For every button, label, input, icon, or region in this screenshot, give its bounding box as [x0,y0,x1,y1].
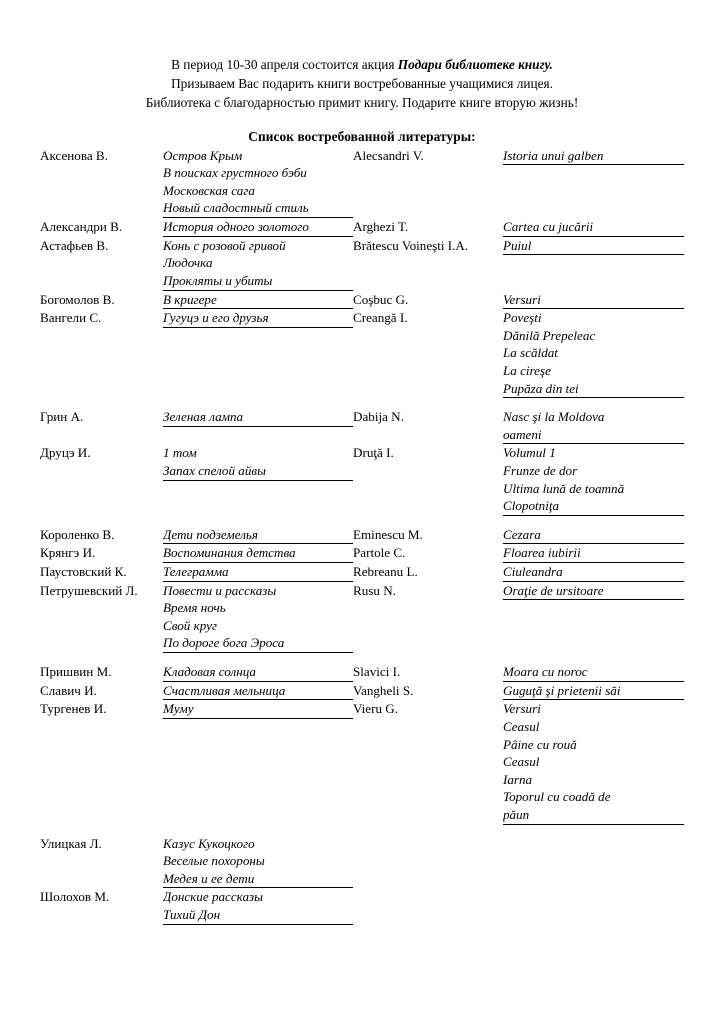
titles-ru-block [163,544,353,563]
title-line: Московская сага [163,182,255,198]
titles-ro-block [503,682,684,701]
row-spacer-cell [353,398,503,408]
title-line: Istoria unui galben [503,147,604,163]
title-line: Poveşti [503,310,542,326]
titles-ro [503,147,684,218]
titles-ro [503,563,684,582]
titles-ru-block [163,444,353,480]
titles-ro [503,582,684,653]
titles-ro [503,526,684,545]
titles-ru [163,835,353,889]
author-ro: Partole C. [353,545,406,561]
author-ru: Славич И. [40,682,97,698]
titles-ro-block [503,663,684,682]
author-ro: Dabija N. [353,409,404,425]
intro-line-2: Призываем Вас подарить книги востребованные учащимися лицея. [171,75,553,91]
titles-ro-block [503,309,684,398]
row-spacer-cell [353,516,503,526]
title-line: Дети подземелья [163,526,258,542]
table-row [40,408,684,444]
titles-ru-block [163,563,353,582]
table-row [40,218,684,237]
title-line: Тихий Дон [163,907,221,922]
title-line: Moara cu noroc [503,664,588,680]
title-line: Запах спелой айвы [163,462,266,478]
row-spacer-cell [163,653,353,663]
table-row [40,147,684,218]
row-spacer-cell [503,398,684,408]
title-line: Floarea iubirii [503,545,581,561]
title-line: Versuri [503,701,541,717]
list-title: Список востребованной литературы: [248,128,476,144]
titles-ro [503,700,684,824]
title-line: Людочка [163,255,213,271]
titles-ro-block [503,544,684,563]
title-line: Время ночь [163,600,226,616]
author-ro: Rusu N. [353,582,396,598]
titles-ru [163,237,353,291]
titles-ro [503,544,684,563]
author-ru: Тургенев И. [40,701,107,717]
titles-ru [163,218,353,237]
author-ro: Brătescu Voineşti I.A. [353,237,469,253]
title-line: История одного золотого [163,219,309,235]
author-ro [353,888,503,924]
author-ru: Друцэ И. [40,445,91,461]
titles-ru [163,444,353,515]
title-line: Зеленая лампа [163,409,244,425]
table-row [40,700,684,824]
titles-ro-block [503,408,684,444]
titles-ru [163,544,353,563]
title-line: Iarna [503,771,533,787]
titles-ru-block [163,835,353,889]
author-ru: Крянгэ И. [40,545,96,561]
title-line: Казус Кукоцкого [163,835,255,851]
title-line: Остров Крым [163,147,243,163]
row-spacer [40,825,684,835]
title-line: Ultima lună de toamnă [503,480,625,496]
author-ro: Vangheli S. [353,682,414,698]
literature-table [40,147,684,925]
row-spacer-cell [40,653,163,663]
row-spacer-cell [40,516,163,526]
table-row [40,309,684,398]
titles-ru [163,526,353,545]
titles-ro-block [503,291,684,310]
title-line: Clopotniţa [503,498,560,514]
intro-line-3: Библиотека с благодарностью примит книгу. Подарите книге вторую жизнь! [145,94,579,110]
author-ro: Creangă I. [353,310,408,326]
table-row [40,682,684,701]
author-ro: Vieru G. [353,701,399,717]
titles-ru-block [163,237,353,291]
table-row [40,663,684,682]
author-ro: Alecsandri V. [353,147,424,163]
title-line: По дороге бога Эроса [163,635,285,651]
titles-ru [163,663,353,682]
title-line: Guguţă şi prietenii săi [503,682,621,698]
titles-ru-block [163,663,353,682]
title-line: Новый сладостный стиль [163,200,309,216]
titles-ru [163,888,353,924]
author-ro: Coşbuc G. [353,291,409,307]
table-row [40,563,684,582]
titles-ro [503,408,684,444]
title-line: La cireşe [503,362,551,378]
titles-ro [503,444,684,515]
author-ru: Грин А. [40,409,84,425]
title-line: Frunze de dor [503,462,578,478]
table-row [40,526,684,545]
row-spacer-cell [163,398,353,408]
author-ru: Петрушевский Л. [40,582,138,598]
intro-line-1 [40,56,684,75]
row-spacer-cell [353,825,503,835]
titles-ru-block [163,309,353,328]
titles-ru [163,682,353,701]
titles-ro-block [503,218,684,237]
titles-ru-block [163,682,353,701]
table-row [40,444,684,515]
author-ro: Eminescu M. [353,526,423,542]
title-line: Versuri [503,291,541,307]
titles-ro [503,682,684,701]
title-line: Донские рассказы [163,889,263,905]
intro-emphasis: Подари библиотеке книгу. [397,57,553,72]
title-line: Cartea cu jucării [503,219,594,235]
titles-ro [503,218,684,237]
author-ru: Пришвин М. [40,664,112,680]
titles-ru [163,563,353,582]
author-ro: Arghezi T. [353,219,409,235]
row-spacer-cell [40,825,163,835]
title-line: Свой круг [163,617,218,633]
title-line: Медея и ее дети [163,870,255,886]
title-line: Pupăza din tei [503,380,579,396]
title-line: В кригере [163,291,217,307]
title-line: oameni [503,426,542,442]
author-ro: Rebreanu L. [353,564,418,580]
row-spacer-cell [163,516,353,526]
title-line: Счастливая мельница [163,682,286,698]
title-line: Повести и рассказы [163,582,277,598]
titles-ro [503,291,684,310]
titles-ro [503,663,684,682]
author-ru: Улицкая Л. [40,835,102,851]
title-line: păun [503,806,530,822]
author-ru: Астафьев В. [40,237,109,253]
title-line: 1 том [163,445,197,461]
table-row [40,835,684,889]
row-spacer [40,398,684,408]
author-ru: Короленко В. [40,526,115,542]
table-row [40,888,684,924]
author-ru: Паустовский К. [40,564,127,580]
row-spacer-cell [503,825,684,835]
titles-ru-block [163,888,353,924]
title-line: La scăldat [503,345,558,361]
titles-ru-block [163,291,353,310]
titles-ru [163,291,353,310]
title-line: Pâine cu rouă [503,736,577,752]
titles-ru-block [163,700,353,719]
title-line: Воспоминания детства [163,545,296,561]
author-ru: Шолохов М. [40,889,110,905]
table-row [40,237,684,291]
row-spacer [40,653,684,663]
titles-ro-block [503,700,684,824]
intro-text-1: В период 10-30 апреля состоится акция [171,57,398,72]
author-ru: Александри В. [40,219,123,235]
table-row [40,291,684,310]
titles-ru [163,309,353,398]
titles-ro-block [503,563,684,582]
row-spacer-cell [163,825,353,835]
author-ro: Slavici I. [353,664,401,680]
title-line: Гугуцэ и его друзья [163,310,269,326]
titles-ru-block [163,408,353,427]
title-line: Веселые похороны [163,853,265,869]
author-ro [353,835,503,889]
titles-ro-block [503,237,684,256]
titles-ru-block [163,218,353,237]
title-line: Ciuleandra [503,564,563,580]
row-spacer [40,516,684,526]
titles-ru [163,700,353,824]
title-line: Ceasul [503,754,540,770]
titles-ro [503,835,684,889]
title-line: Cezara [503,526,541,542]
row-spacer-cell [503,653,684,663]
title-line: В поисках грустного бэби [163,165,307,181]
titles-ro [503,237,684,291]
titles-ru [163,408,353,444]
titles-ro-block [503,582,684,601]
table-row [40,544,684,563]
title-line: Nasc şi la Moldova [503,409,605,425]
title-line: Телеграмма [163,564,229,580]
titles-ro-block [503,444,684,515]
title-line: Кладовая солнца [163,664,256,680]
author-ru: Богомолов В. [40,291,115,307]
title-line: Ceasul [503,718,540,734]
row-spacer-cell [503,516,684,526]
titles-ru-block [163,147,353,218]
titles-ru [163,147,353,218]
titles-ru-block [163,582,353,653]
intro-paragraph [40,56,684,113]
titles-ro-block [503,147,684,166]
title-line: Прокляты и убиты [163,272,273,288]
row-spacer-cell [40,398,163,408]
title-line: Dănilă Prepeleac [503,327,596,343]
titles-ro [503,888,684,924]
title-line: Puiul [503,237,532,253]
title-line: Volumul 1 [503,445,556,461]
title-line: Oraţie de ursitoare [503,582,604,598]
title-line: Муму [163,701,194,717]
titles-ro [503,309,684,398]
author-ro: Druţă I. [353,445,394,461]
title-line: Toporul cu coadă de [503,789,611,805]
titles-ro-block [503,526,684,545]
row-spacer-cell [353,653,503,663]
titles-ru-block [163,526,353,545]
titles-ru [163,582,353,653]
author-ru: Вангели С. [40,310,102,326]
title-line: Конь с розовой гривой [163,237,286,253]
author-ru: Аксенова В. [40,147,108,163]
table-row [40,582,684,653]
